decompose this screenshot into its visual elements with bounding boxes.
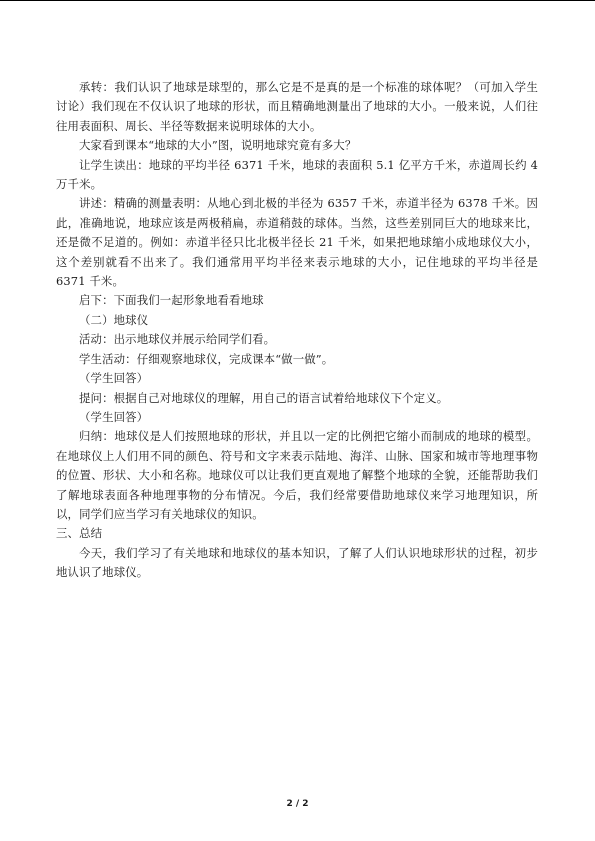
paragraph-summary-globe: 归纳：地球仪是人们按照地球的形状，并且以一定的比例把它缩小而制成的地球的模型。在地球仪上人们用不同的颜色、符号和文字来表示陆地、海洋、山脉、国家和城市等地理事物的位置、形状、大小和名称。地球仪可以让我们更直观地了解整个地球的全貌，还能帮助我们了解地球表面各种地理事物的分布情况。今后，我们经常要借助地球仪来学习地理知识，所以，同学们应当学习有关地球仪的知识。 bbox=[56, 429, 538, 521]
paragraph-explanation: 讲述：精确的测量表明：从地心到北极的半径为 6357 千米，赤道半径为 6378 千米。因此，准确地说，地球应该是两极稍扁，赤道稍鼓的球体。当然，这些差别同巨大的地球来比，还是微不足道的。例如：赤道半径只比北极半径长 21 千米，如果把地球缩小成地球仪大小，这个差别就看不出来了。我们通常用平均半径来表示地球的大小，记住地球的平均半径是 6371 千米。 bbox=[56, 196, 538, 289]
paragraph-question-definition: 提问：根据自己对地球仪的理解，用自己的语言试着给地球仪下个定义。 bbox=[79, 390, 449, 405]
paragraph-lead-in: 启下：下面我们一起形象地看看地球 bbox=[79, 293, 264, 308]
page-number: 2 / 2 bbox=[286, 799, 309, 809]
paragraph-student-reading: 让学生读出：地球的平均半径 6371 千米，地球的表面积 5.1 亿平方千米，赤道周长约 4 万千米。 bbox=[56, 157, 538, 192]
paragraph-activity: 活动：出示地球仪并展示给同学们看。 bbox=[79, 332, 276, 347]
paragraph-question: 大家看到课本“地球的大小”图，说明地球究竟有多大？ bbox=[79, 138, 357, 153]
paragraph-student-activity: 学生活动：仔细观察地球仪，完成课本“做一做”。 bbox=[79, 351, 334, 366]
paragraph-transition: 承转：我们认识了地球是球型的，那么它是不是真的是一个标准的球体呢？（可加入学生讨论）我们现在不仅认识了地球的形状，而且精确地测量出了地球的大小。一般来说，人们往往用表面积、周长、半径等数据来说明球体的大小。 bbox=[56, 80, 538, 133]
paragraph-student-answer: （学生回答） bbox=[79, 409, 149, 424]
paragraph-student-answer: （学生回答） bbox=[79, 371, 149, 386]
section-heading-globe: （二）地球仪 bbox=[79, 312, 149, 327]
document-body bbox=[56, 78, 538, 583]
section-heading-conclusion: 三、总结 bbox=[56, 526, 103, 541]
header-rule bbox=[0, 0, 595, 1]
paragraph-conclusion: 今天，我们学习了有关地球和地球仪的基本知识，了解了人们认识地球形状的过程，初步地认识了地球仪。 bbox=[56, 545, 538, 580]
